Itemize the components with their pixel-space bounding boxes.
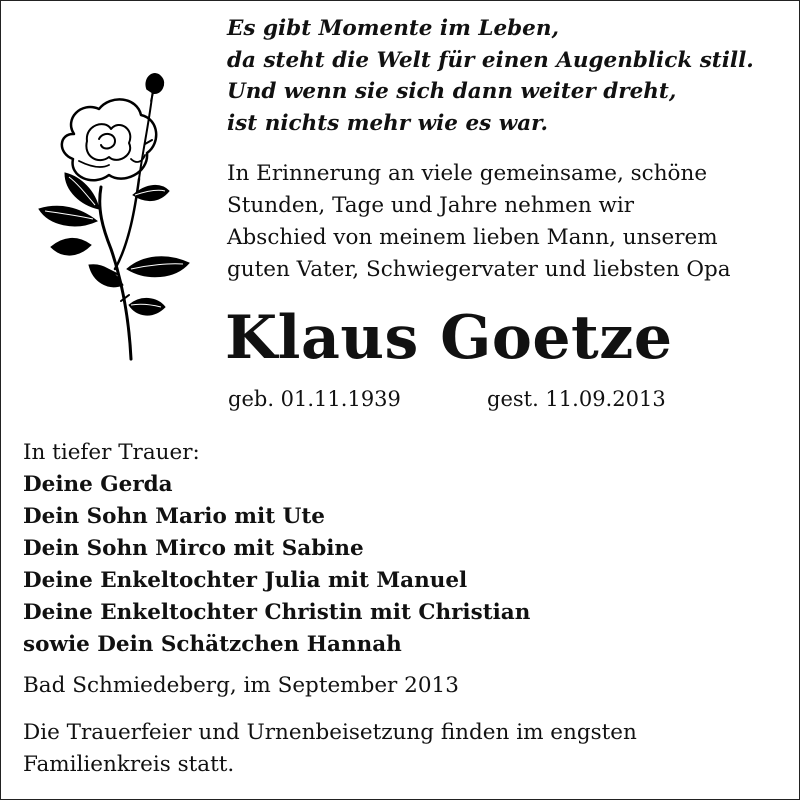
intro-line: Stunden, Tage und Jahre nehmen wir — [227, 193, 635, 218]
poem — [227, 13, 787, 139]
intro-line: In Erinnerung an viele gemeinsame, schöne — [227, 161, 708, 186]
mourner-name: Dein Sohn Mirco mit Sabine — [23, 536, 364, 561]
mourner-name: sowie Dein Schätzchen Hannah — [23, 632, 402, 657]
rose-icon — [19, 69, 199, 369]
intro-line: Abschied von meinem lieben Mann, unserem — [227, 225, 718, 250]
service-line: Die Trauerfeier und Urnenbeisetzung finden im engsten — [23, 720, 637, 745]
deceased-name: Klaus Goetze — [225, 303, 673, 373]
intro-text — [227, 158, 787, 286]
mourners-heading: In tiefer Trauer: — [23, 440, 200, 465]
poem-line: Es gibt Momente im Leben, — [227, 16, 559, 41]
death-date: gest. 11.09.2013 — [487, 387, 666, 411]
mourner-name: Deine Gerda — [23, 472, 173, 497]
intro-line: guten Vater, Schwiegervater und liebsten Opa — [227, 257, 731, 282]
mourner-name: Dein Sohn Mario mit Ute — [23, 504, 325, 529]
service-note — [23, 717, 783, 781]
place-date: Bad Schmiedeberg, im September 2013 — [23, 673, 459, 698]
poem-line: da steht die Welt für einen Augenblick still. — [227, 47, 754, 73]
poem-line: Und wenn sie sich dann weiter dreht, — [227, 79, 677, 104]
birth-date: geb. 01.11.1939 — [228, 387, 401, 411]
mourners-list — [23, 469, 783, 661]
mourner-name: Deine Enkeltochter Julia mit Manuel — [23, 568, 468, 593]
mourner-name: Deine Enkeltochter Christin mit Christian — [23, 600, 531, 625]
mourners-section — [23, 437, 783, 661]
service-line: Familienkreis statt. — [23, 752, 235, 777]
poem-line: ist nichts mehr wie es war. — [227, 110, 548, 136]
